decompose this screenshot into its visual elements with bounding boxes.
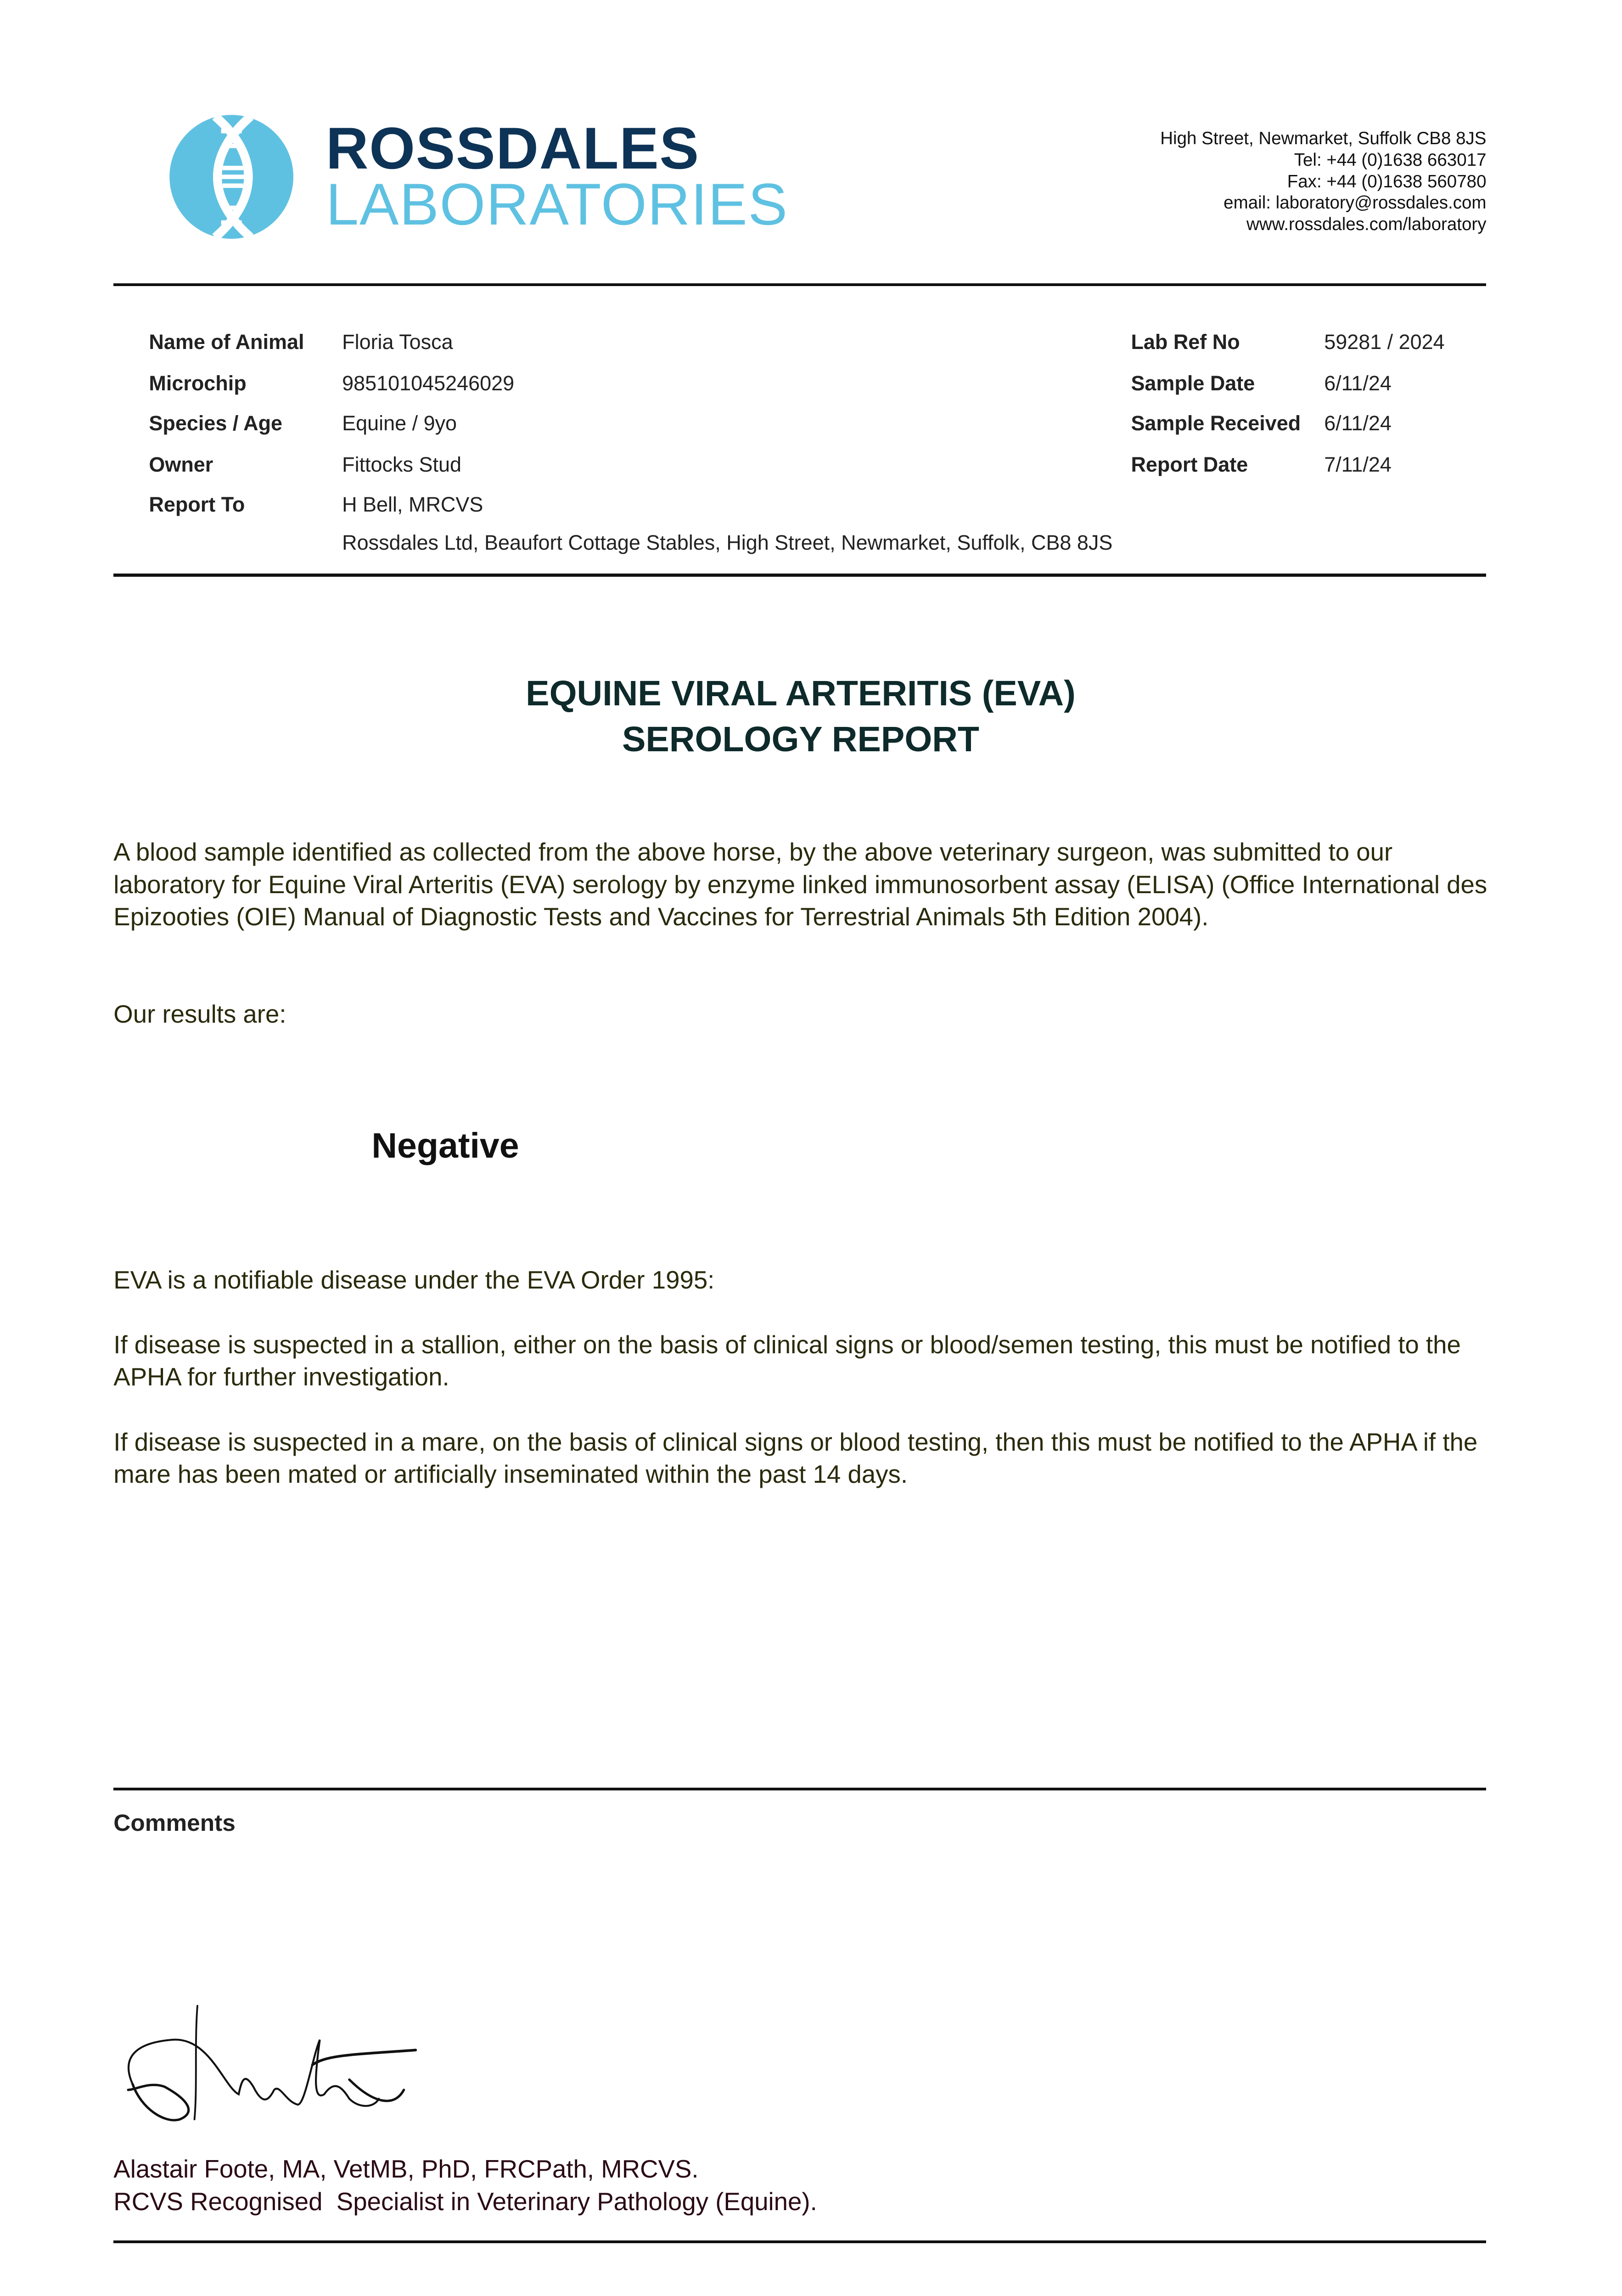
phone: Tel: +44 (0)1638 663017 xyxy=(1294,150,1487,170)
label-microchip: Microchip xyxy=(149,371,247,395)
intro-paragraph: A blood sample identified as collected from the above horse, by the above veterinary surgeon, was submitted to our laboratory for Equine Viral Arteritis (EVA) serology by enzyme linked immunosorbent assay (ELISA) (Office International des Epizooties (OIE) Manual of Diagnostic Tests and Vaccines for Terrestrial Animals 5th Edition 2004). xyxy=(113,838,1487,931)
divider xyxy=(113,2240,1486,2243)
value-name-of-animal: Floria Tosca xyxy=(342,330,453,354)
results-intro: Our results are: xyxy=(113,1000,286,1029)
note-paragraph: EVA is a notifiable disease under the EVA Order 1995: xyxy=(113,1266,715,1294)
signatory-name: Alastair Foote, MA, VetMB, PhD, FRCPath, MRCVS. xyxy=(113,2155,699,2183)
result-value: Negative xyxy=(371,1126,519,1166)
value-report-to: H Bell, MRCVS xyxy=(342,492,483,516)
value-report-to-address: Rossdales Ltd, Beaufort Cottage Stables, High Street, Newmarket, Suffolk, CB8 8JS xyxy=(342,531,1113,555)
value-microchip: 985101045246029 xyxy=(342,371,515,395)
website-link[interactable]: www.rossdales.com/laboratory xyxy=(1246,214,1487,234)
note-paragraph: If disease is suspected in a stallion, either on the basis of clinical signs or blood/semen testing, this must be notified to the APHA for further investigation. xyxy=(113,1330,1461,1391)
fax: Fax: +44 (0)1638 560780 xyxy=(1287,171,1487,191)
signature xyxy=(121,1998,475,2131)
label-sample-date: Sample Date xyxy=(1131,371,1255,395)
lab-address xyxy=(1160,128,1486,235)
label-report-date: Report Date xyxy=(1131,453,1248,477)
divider xyxy=(113,283,1486,286)
divider xyxy=(113,1788,1486,1790)
label-sample-received: Sample Received xyxy=(1131,411,1301,435)
dna-helix-icon xyxy=(168,113,298,240)
comments-label: Comments xyxy=(113,1809,236,1836)
label-name-of-animal: Name of Animal xyxy=(149,330,304,354)
divider xyxy=(113,574,1486,576)
label-report-to: Report To xyxy=(149,492,245,516)
email-link[interactable]: email: laboratory@rossdales.com xyxy=(1224,193,1487,213)
value-owner: Fittocks Stud xyxy=(342,453,461,477)
address-line: High Street, Newmarket, Suffolk CB8 8JS xyxy=(1160,129,1487,149)
report-subtitle: SEROLOGY REPORT xyxy=(622,719,980,759)
note-paragraph: If disease is suspected in a mare, on the basis of clinical signs or blood testing, then this must be notified to the APHA if the mare has been mated or artificially inseminated within the past 14 days. xyxy=(113,1428,1478,1489)
value-sample-date: 6/11/24 xyxy=(1324,371,1392,395)
value-lab-ref: 59281 / 2024 xyxy=(1324,330,1445,354)
label-owner: Owner xyxy=(149,453,213,477)
logo-text-rossdales: ROSSDALES xyxy=(326,115,700,181)
value-sample-received: 6/11/24 xyxy=(1324,411,1392,435)
value-report-date: 7/11/24 xyxy=(1324,453,1392,477)
label-species-age: Species / Age xyxy=(149,411,283,435)
value-species-age: Equine / 9yo xyxy=(342,411,457,435)
label-lab-ref: Lab Ref No xyxy=(1131,330,1240,354)
report-title: EQUINE VIRAL ARTERITIS (EVA) xyxy=(526,674,1076,714)
logo-text-laboratories: LABORATORIES xyxy=(326,171,788,237)
signatory-title: RCVS Recognised Specialist in Veterinary Pathology (Equine). xyxy=(113,2187,817,2216)
